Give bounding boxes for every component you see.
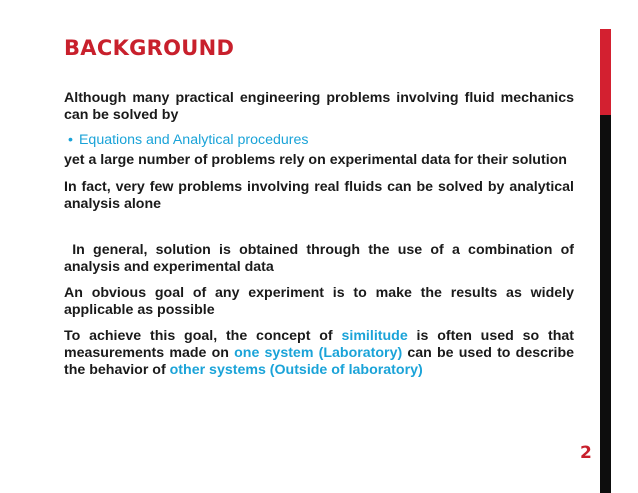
similitude-text-2: is often used so that measurements made on xyxy=(64,328,575,361)
paragraph-intro: Although many practical engineering problems involving fluid mechanics can be solved by xyxy=(64,90,574,123)
highlight-similitude: similitude xyxy=(341,328,408,344)
paragraph-combination: In general, solution is obtained through the use of a combination of analysis and experimental data xyxy=(64,242,578,275)
highlight-other-systems: other systems (Outside of laboratory) xyxy=(169,362,423,378)
highlight-one-system: one system (Laboratory) xyxy=(234,345,403,361)
paragraph-similitude xyxy=(64,328,574,379)
paragraph-goal: An obvious goal of any experiment is to make the results as widely applicable as possible xyxy=(64,285,574,318)
page-number: 2 xyxy=(580,443,592,463)
slide-title: BACKGROUND xyxy=(64,36,235,60)
similitude-text-3: can be used to describe the behavior of xyxy=(64,345,575,378)
side-accent-bar-black xyxy=(600,115,611,493)
bullet-item xyxy=(68,132,574,149)
side-accent-bar-red xyxy=(600,29,611,115)
paragraph-experimental-data: yet a large number of problems rely on experimental data for their solution xyxy=(64,152,567,168)
slide-body xyxy=(64,90,578,379)
bullet-text: Equations and Analytical procedures xyxy=(78,132,309,148)
paragraph-real-fluids: In fact, very few problems involving real fluids can be solved by analytical analysis alone xyxy=(64,179,574,212)
bullet-dot-icon: • xyxy=(68,132,73,148)
similitude-text-1: To achieve this goal, the concept of xyxy=(64,328,342,344)
